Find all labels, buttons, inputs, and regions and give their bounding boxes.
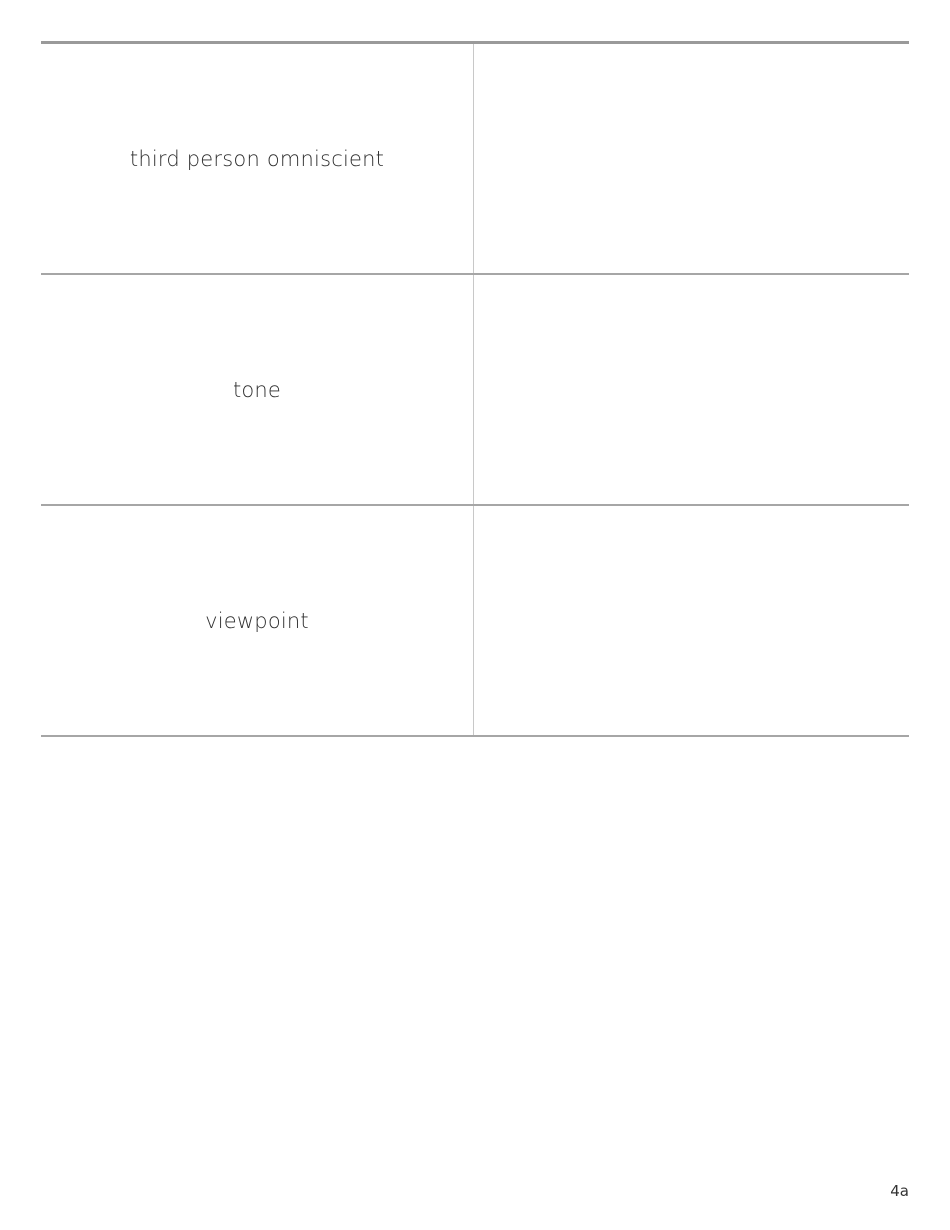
- term-cell: [41, 44, 474, 273]
- term-cell: [41, 275, 474, 504]
- term-cell: [41, 506, 474, 735]
- flashcard-row: [41, 275, 909, 506]
- flashcard-row: [41, 506, 909, 737]
- term-text: tone: [232, 377, 282, 402]
- definition-cell: [474, 506, 909, 735]
- term-text: third person omniscient: [129, 146, 385, 171]
- flashcard-row: [41, 44, 909, 275]
- page-number: 4a: [890, 1182, 909, 1200]
- definition-cell: [474, 275, 909, 504]
- flashcard-table: [41, 41, 909, 737]
- term-text: viewpoint: [205, 608, 309, 633]
- definition-cell: [474, 44, 909, 273]
